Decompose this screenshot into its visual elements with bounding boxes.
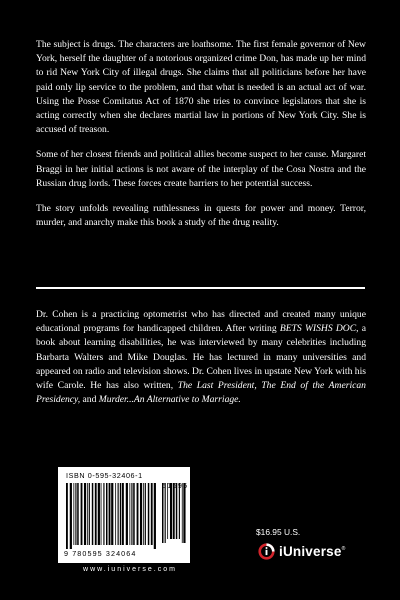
author-bio-paragraph <box>36 308 366 407</box>
price-label: $16.95 U.S. <box>256 527 301 537</box>
book-title: BETS WISHS DOC <box>279 323 357 335</box>
publisher-url: www.iuniverse.com <box>83 566 177 573</box>
section-divider <box>36 287 365 289</box>
isbn-barcode <box>58 467 190 563</box>
ean-number: 9 780595 324064 <box>64 549 137 558</box>
author-bio <box>36 308 366 407</box>
book-synopsis <box>36 38 366 241</box>
publisher-name-text: iUniverse <box>279 544 342 559</box>
price-code: 51695 <box>162 483 189 490</box>
price-addon-bars <box>66 483 189 549</box>
bio-text: , a book about learning disabilities, he was interviewed by many celebrities including Barbarta Walters and Mike Douglas. He has lectured in many universities and appeared on radio and television shows. Dr. Cohen lives in upstate New York with his wife Carole. He has also written, <box>36 323 366 392</box>
synopsis-paragraph: Some of her closest friends and political allies become suspect to her cause. Margaret Braggi in her initial actions is not aware of the interplay of the Cosa Nostra and the Russian drug lords. These forces create barriers to her potential success. <box>36 149 366 189</box>
book-title: Murder...An Alternative to Marriage. <box>98 394 241 406</box>
book-title: The Last President, The End of the American Presidency, <box>36 380 366 406</box>
isbn-number: ISBN 0-595-32406-1 <box>66 471 143 480</box>
iuniverse-logo-icon <box>258 543 275 560</box>
trademark-symbol: ® <box>341 546 346 552</box>
synopsis-paragraph: The story unfolds revealing ruthlessness in quests for power and money. Terror, murder, and anarchy make this book a study of the drug reality. <box>36 203 366 229</box>
publisher-logo <box>258 543 345 560</box>
bio-text: Dr. Cohen is a practicing optometrist who has directed and created many unique educational programs for handicapped children. After writing <box>36 309 366 335</box>
synopsis-paragraph: The subject is drugs. The characters are loathsome. The first female governor of New York, herself the daughter of a notorious organized crime Don, has made up her mind to rid New York City of illegal drugs. She claims that all politicians before her have paid only lip service to the problem, and that what is needed is an actual act of war. Using the Posse Comitatus Act of 1870 she tries to convince legislators that she is acting correctly when she declares martial law in portions of New York City. She is accused of treason. <box>36 39 366 136</box>
publisher-name <box>279 544 345 559</box>
bio-text: and <box>80 394 99 406</box>
